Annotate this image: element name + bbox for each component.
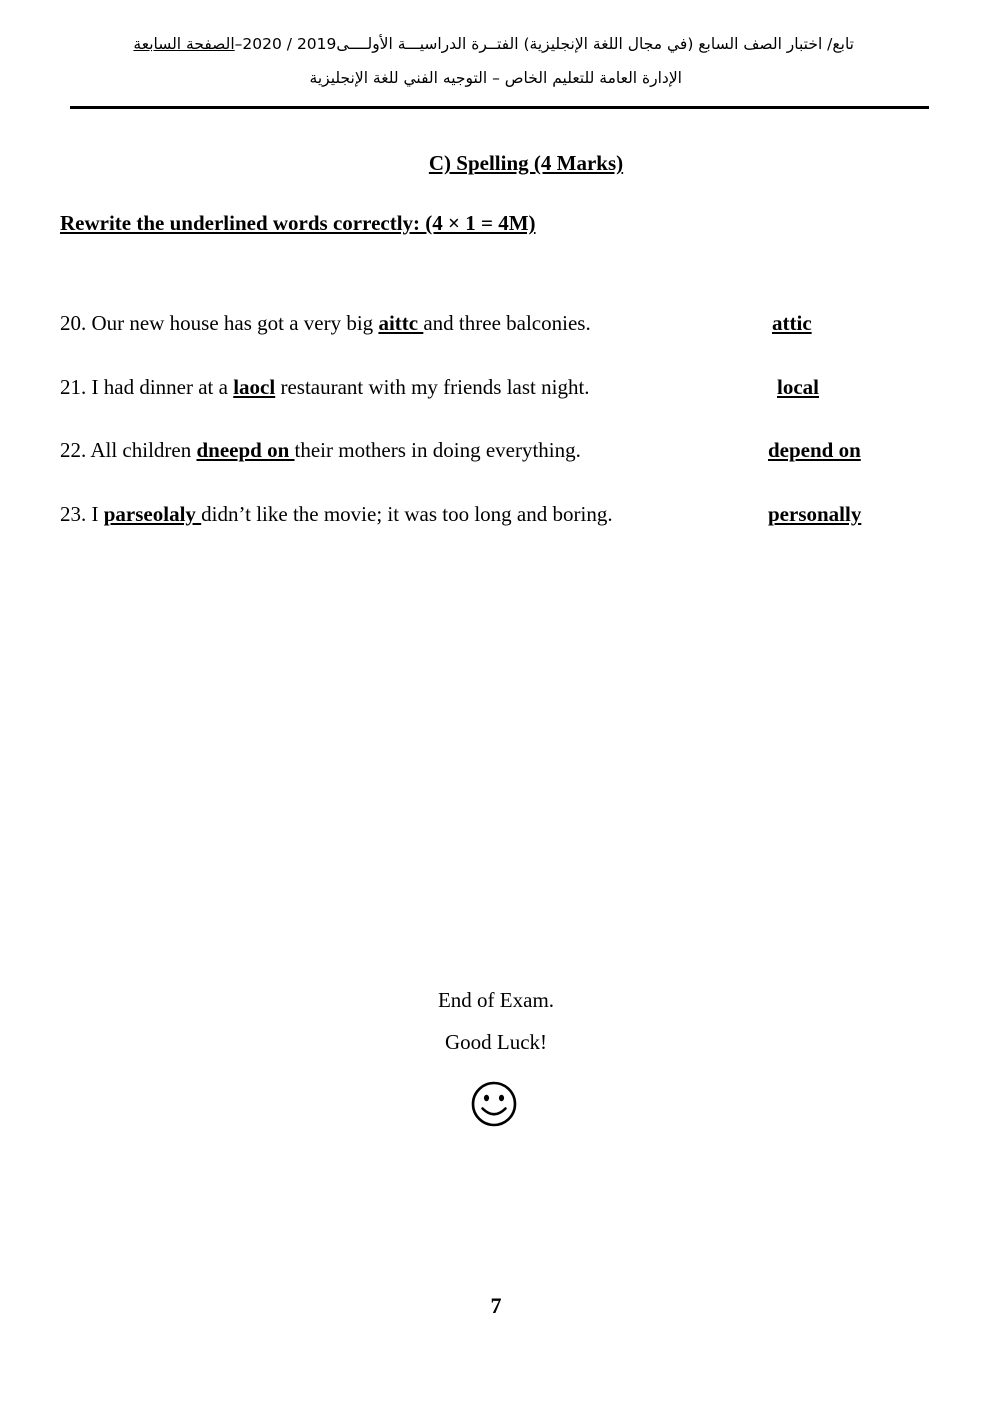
page-number: 7 [490, 1293, 502, 1318]
question-text: 21. I had dinner at a [60, 375, 234, 399]
question-23 [60, 502, 613, 527]
answer-23: personally [768, 502, 862, 526]
misspelled-word: dneepd on [196, 438, 295, 462]
end-of-exam: End of Exam. [437, 988, 555, 1012]
question-text: 22. All children [60, 438, 197, 462]
header-divider [70, 106, 929, 109]
question-text: 23. I [60, 502, 104, 526]
misspelled-word: parseolaly [103, 502, 202, 526]
question-21 [60, 375, 590, 400]
answer-22: depend on [768, 438, 861, 462]
answer-21: local [777, 375, 819, 399]
question-text: 20. Our new house has got a very big [60, 311, 379, 335]
question-text: their mothers in doing everything. [294, 438, 581, 462]
misspelled-word: laocl [233, 375, 276, 399]
misspelled-word: aittc [378, 311, 424, 335]
question-20 [60, 311, 591, 336]
answer-20: attic [772, 311, 812, 335]
question-22 [60, 438, 581, 463]
question-text: didn’t like the movie; it was too long and boring. [201, 502, 613, 526]
section-instruction: Rewrite the underlined words correctly: (4 × 1 = 4M) [60, 211, 536, 235]
header-line-1-text: تابع/ اختبار الصف السابع (في مجال اللغة الإنجليزية) الفتــرة الدراسيـــة الأولــــى2019 / 2020– [234, 35, 854, 53]
question-text: restaurant with my friends last night. [275, 375, 590, 399]
header-line-2: الإدارة العامة للتعليم الخاص – التوجيه الفني للغة الإنجليزية [309, 69, 682, 87]
header-line-1 [133, 35, 854, 53]
smiley-face-icon [470, 1080, 518, 1128]
header-page-label: الصفحة السابعة [133, 35, 235, 53]
section-title: C) Spelling (4 Marks) [428, 151, 624, 175]
good-luck: Good Luck! [444, 1030, 548, 1054]
question-text: and three balconies. [423, 311, 591, 335]
